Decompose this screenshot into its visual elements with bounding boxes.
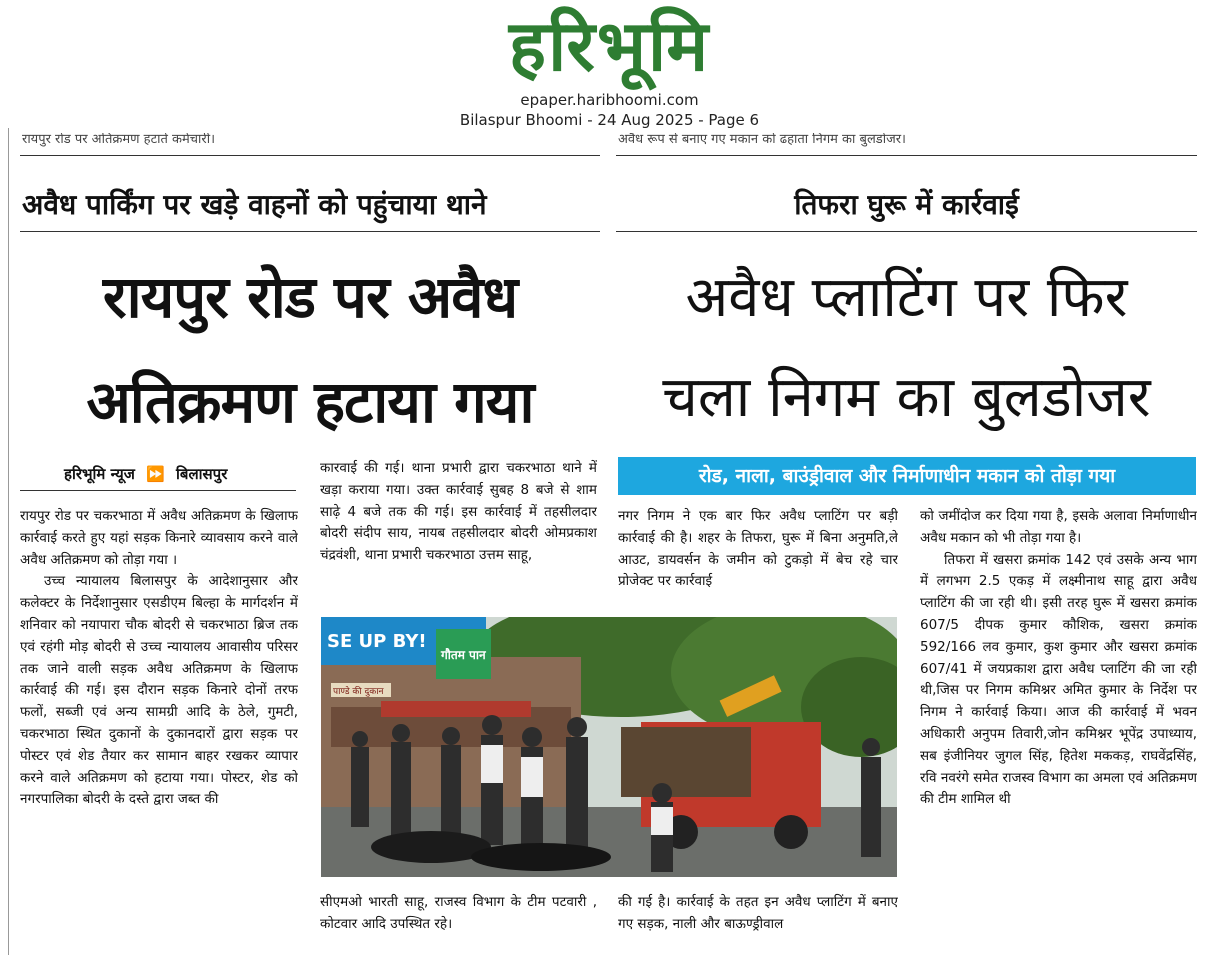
story2-headline-line1: अवैध प्लाटिंग पर फिर	[685, 265, 1128, 330]
story2-subhead: रोड, नाला, बाउंड्रीवाल और निर्माणाधीन मकान को तोड़ा गया	[618, 457, 1196, 495]
masthead-logo: हरिभूमि	[508, 5, 711, 87]
divider	[616, 155, 1197, 156]
story1-byline	[64, 463, 227, 485]
cut-caption-right: अवैध रूप से बनाए गए मकान को ढहाता निगम का बुलडोजर।	[618, 133, 906, 147]
story1-headline-line2: अतिक्रमण हटाया गया	[86, 368, 534, 436]
paragraph: सीएमओ भारती साहू, राजस्व विभाग के टीम पटवारी , कोटवार आदि उपस्थित रहे।	[320, 894, 597, 932]
story2-kicker: तिफरा घुरू में कार्रवाई	[794, 188, 1019, 221]
story2-column-3-bottom	[618, 892, 898, 942]
paragraph: रायपुर रोड पर चकरभाठा में अवैध अतिक्रमण के खिलाफ कार्रवाई करते हुए यहां सड़क किनारे व्यावसाय करने वाले अवैध अतिक्रमण को तोड़ा गया ।	[20, 508, 298, 568]
divider	[20, 490, 296, 491]
paragraph: कारवाई की गई। थाना प्रभारी द्वारा चकरभाठा थाने में खड़ा कराया गया। उक्त कार्रवाई सुबह 8 बजे से शाम साढ़े 4 बजे तक की गई। इस कार्रवाई में तहसीलदार बोदरी संदीप साय, नायब तहसीलदार बोदरी ओमप्रकाश चंद्रवंशी, थाना प्रभारी चकरभाठा उत्तम साहू,	[320, 460, 597, 564]
photo-illustration	[321, 617, 897, 877]
paragraph: तिफरा में खसरा क्रमांक 142 एवं उसके अन्य भाग में लगभग 2.5 एकड़ में लक्ष्मीनाथ साहू द्वारा अवैध प्लाटिंग की जा रही थी। इसी तरह घुरू में खसरा क्रमांक 607/5 दीपक कुमार कौशिक, खसरा क्रमांक 592/166 लव कुमार, कुश कुमार और खसरा क्रमांक 607/41 में जयप्रकाश द्वारा अवैध प्लाटिंग की जा रही थी,जिस पर निगम कमिश्नर अमित कुमार के निर्देश पर निगम ने कार्रवाई किया। आज की कार्रवाई में भवन अधिकारी अनुपम तिवारी,जोन कमिश्नर भूपेंद्र उपाध्याय, सब इंजीनियर जुगल सिंह, हितेश मककड़, राघवेंद्रसिंह, रवि नवरंगे समेत राजस्व विभाग का अमला एवं अतिक्रमण की टीम शामिल थी	[920, 551, 1197, 808]
paragraph: नगर निगम ने एक बार फिर अवैध प्लाटिंग पर बड़ी कार्रवाई की है। शहर के तिफरा, घुरू में बिना अनुमति,ले आउट, डायवर्सन के जमीन को टुकड़ो में बेच रहे चार प्रोजेक्ट पर कार्रवाई	[618, 508, 898, 590]
photo-sign-right: गौतम पान	[441, 648, 486, 662]
news-photo	[321, 617, 897, 877]
site-url[interactable]: epaper.haribhoomi.com	[520, 91, 699, 109]
divider	[616, 231, 1197, 232]
paragraph: उच्च न्यायालय बिलासपुर के आदेशानुसार और कलेक्टर के निर्देशानुसार एसडीएम बिल्हा के मार्गदर्शन में शनिवार को नयापारा चौक बोदरी से चकरभाठा ब्रिज तक एवं रहंगी मोड़ बोदरी से उच्च न्यायालय आवासीय परिसर तक जाने वाली सड़क अवैध अतिक्रमण के खिलाफ कार्रवाई की गई। इस दौरान सड़क किनारे दोनों तरफ फलों, सब्जी एवं अन्य सामग्री आदि के ठेले, गुमटी, चकरभाठा स्थित दुकानों के दुकानदारों द्वारा सड़क पर पोस्टर एवं शेड तैयार कर सामान बाहर रखकर व्यापार करने वाले अतिक्रमण को हटाया गया। पोस्टर, शेड को नगरपालिका बोदरी के दस्ते द्वारा जब्त की	[20, 573, 298, 808]
story2-column-4	[920, 506, 1197, 946]
photo-sign-left: SE UP BY!	[327, 631, 427, 652]
story1-kicker: अवैध पार्किंग पर खड़े वाहनों को पहुंचाया थाने	[22, 188, 487, 221]
edition-info: Bilaspur Bhoomi - 24 Aug 2025 - Page 6	[459, 111, 760, 129]
divider	[20, 231, 600, 232]
story1-column-2-bottom	[320, 892, 597, 942]
story1-headline-line1: रायपुर रोड पर अवैध	[102, 263, 518, 331]
byline-source: हरिभूमि न्यूज	[64, 465, 135, 483]
story2-headline-line2: चला निगम का बुलडोजर	[662, 365, 1151, 430]
story2-column-3-top	[618, 506, 898, 610]
story1-column-2-top	[320, 458, 597, 610]
photo-shop-board: पाण्डे की दुकान	[333, 687, 384, 697]
divider	[20, 155, 600, 156]
byline-place: बिलासपुर	[176, 465, 228, 483]
page-edge-line	[8, 128, 9, 955]
byline-arrow-icon: ⏩	[146, 465, 165, 483]
cut-caption-left: रायपुर रोड पर अतिक्रमण हटाते कर्मचारी।	[22, 133, 216, 147]
story1-column-1	[20, 506, 298, 946]
paragraph: को जमींदोज कर दिया गया है, इसके अलावा निर्माणाधीन अवैध मकान को भी तोड़ा गया है।	[920, 508, 1197, 546]
paragraph: की गई है। कार्रवाई के तहत इन अवैध प्लाटिंग में बनाए गए सड़क, नाली और बाऊण्ड्रीवाल	[618, 894, 898, 932]
